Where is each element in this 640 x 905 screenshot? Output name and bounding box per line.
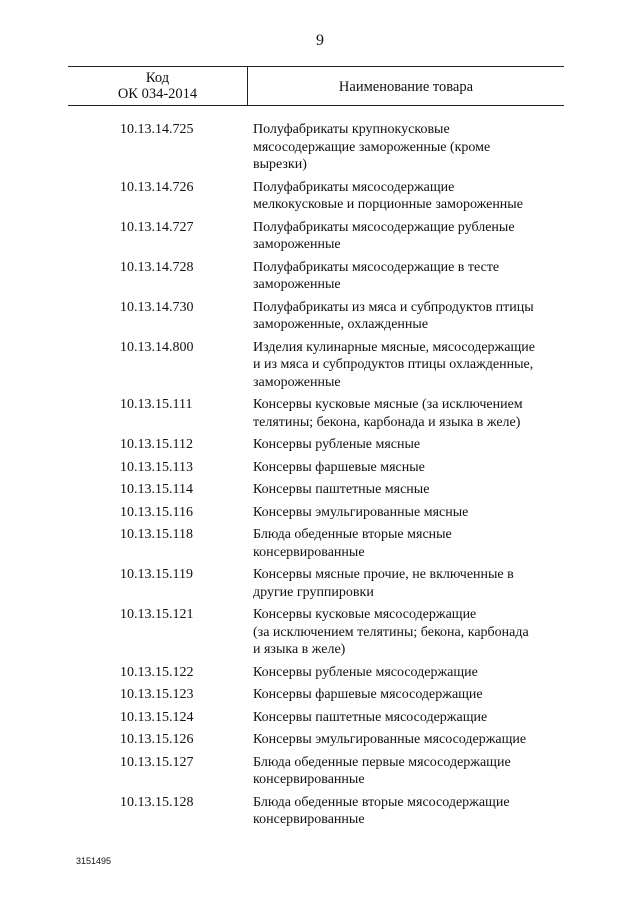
table-row bbox=[68, 709, 564, 727]
product-code-cell: 10.13.14.728 bbox=[120, 259, 194, 275]
product-name-cell: Консервы мясные прочие, не включенные в другие группировки bbox=[253, 567, 514, 600]
product-name-cell: Блюда обеденные первые мясосодержащие консервированные bbox=[253, 754, 511, 787]
product-name-cell: Консервы рубленые мясосодержащие bbox=[253, 664, 478, 680]
product-code-cell: 10.13.15.118 bbox=[120, 527, 193, 542]
name-column-header: Наименование товара bbox=[338, 78, 474, 95]
product-code-cell: 10.13.15.113 bbox=[120, 459, 193, 475]
product-name-cell: Консервы рубленые мясные bbox=[253, 437, 421, 452]
product-name-cell: Консервы кусковые мясные (за исключением телятины; бекона, карбонада и языка в желе) bbox=[253, 397, 523, 430]
table-row bbox=[68, 731, 564, 749]
product-code-cell: 10.13.15.112 bbox=[120, 437, 193, 452]
table-row bbox=[68, 396, 564, 431]
product-name-cell: Блюда обеденные вторые мясные консервированные bbox=[253, 527, 452, 560]
page-number: 9 bbox=[316, 32, 324, 49]
product-code-cell: 10.13.15.114 bbox=[120, 482, 193, 497]
product-code-cell: 10.13.14.730 bbox=[120, 299, 194, 315]
product-name-cell: Изделия кулинарные мясные, мясосодержащие и из мяса и субпродуктов птицы охлажденные, замороженные bbox=[253, 339, 535, 390]
product-name-cell: Полуфабрикаты мясосодержащие рубленые замороженные bbox=[253, 219, 515, 252]
product-name-cell: Полуфабрикаты мясосодержащие мелкокусковые и порционные замороженные bbox=[253, 179, 523, 212]
product-code-cell: 10.13.15.126 bbox=[120, 732, 194, 747]
table-row bbox=[68, 566, 564, 601]
product-code-cell: 10.13.15.119 bbox=[120, 567, 193, 582]
product-name-cell: Полуфабрикаты мясосодержащие в тесте замороженные bbox=[253, 259, 500, 292]
product-code-cell: 10.13.14.800 bbox=[120, 339, 194, 355]
table-header bbox=[68, 66, 564, 106]
table-row bbox=[68, 179, 564, 214]
product-name-cell: Блюда обеденные вторые мясосодержащие консервированные bbox=[253, 794, 510, 827]
product-code-cell: 10.13.15.124 bbox=[120, 709, 194, 725]
code-header-line2: ОК 034-2014 bbox=[117, 86, 198, 102]
table-row bbox=[68, 259, 564, 294]
product-code-cell: 10.13.14.727 bbox=[120, 219, 194, 235]
product-name-cell: Полуфабрикаты из мяса и субпродуктов птицы замороженные, охлажденные bbox=[253, 299, 534, 332]
product-name-cell: Консервы фаршевые мясные bbox=[253, 459, 425, 475]
table-row bbox=[68, 794, 564, 829]
product-code-table bbox=[68, 66, 564, 834]
table-row bbox=[68, 526, 564, 561]
table-row bbox=[68, 664, 564, 682]
table-row bbox=[68, 481, 564, 499]
product-name-cell: Консервы эмульгированные мясные bbox=[253, 504, 469, 520]
table-row bbox=[68, 299, 564, 334]
product-name-cell: Полуфабрикаты крупнокусковые мясосодержащие замороженные (кроме вырезки) bbox=[253, 122, 491, 172]
product-name-cell: Консервы паштетные мясные bbox=[253, 482, 430, 497]
product-code-cell: 10.13.15.128 bbox=[120, 794, 194, 810]
table-row bbox=[68, 219, 564, 254]
product-code-cell: 10.13.15.116 bbox=[120, 504, 193, 520]
product-name-cell: Консервы эмульгированные мясосодержащие bbox=[253, 732, 527, 747]
code-column-header bbox=[68, 67, 248, 105]
table-row bbox=[68, 686, 564, 704]
product-code-cell: 10.13.14.725 bbox=[120, 122, 194, 137]
product-code-cell: 10.13.14.726 bbox=[120, 179, 194, 195]
table-row bbox=[68, 436, 564, 454]
code-header-line1: Код bbox=[145, 70, 170, 86]
product-code-cell: 10.13.15.111 bbox=[120, 397, 193, 412]
product-code-cell: 10.13.15.121 bbox=[120, 607, 194, 622]
table-body bbox=[68, 106, 564, 829]
product-name-cell: Консервы кусковые мясосодержащие (за исключением телятины; бекона, карбонада и языка в желе) bbox=[253, 607, 529, 657]
product-code-cell: 10.13.15.122 bbox=[120, 664, 194, 680]
product-code-cell: 10.13.15.127 bbox=[120, 754, 194, 770]
product-code-cell: 10.13.15.123 bbox=[120, 687, 194, 702]
table-row bbox=[68, 459, 564, 477]
product-name-cell: Консервы фаршевые мясосодержащие bbox=[253, 687, 483, 702]
table-row bbox=[68, 754, 564, 789]
document-footer-code: 3151495 bbox=[76, 856, 112, 866]
table-row bbox=[68, 121, 564, 174]
table-row bbox=[68, 504, 564, 522]
table-row bbox=[68, 339, 564, 392]
product-name-cell: Консервы паштетные мясосодержащие bbox=[253, 709, 488, 725]
table-row bbox=[68, 606, 564, 659]
